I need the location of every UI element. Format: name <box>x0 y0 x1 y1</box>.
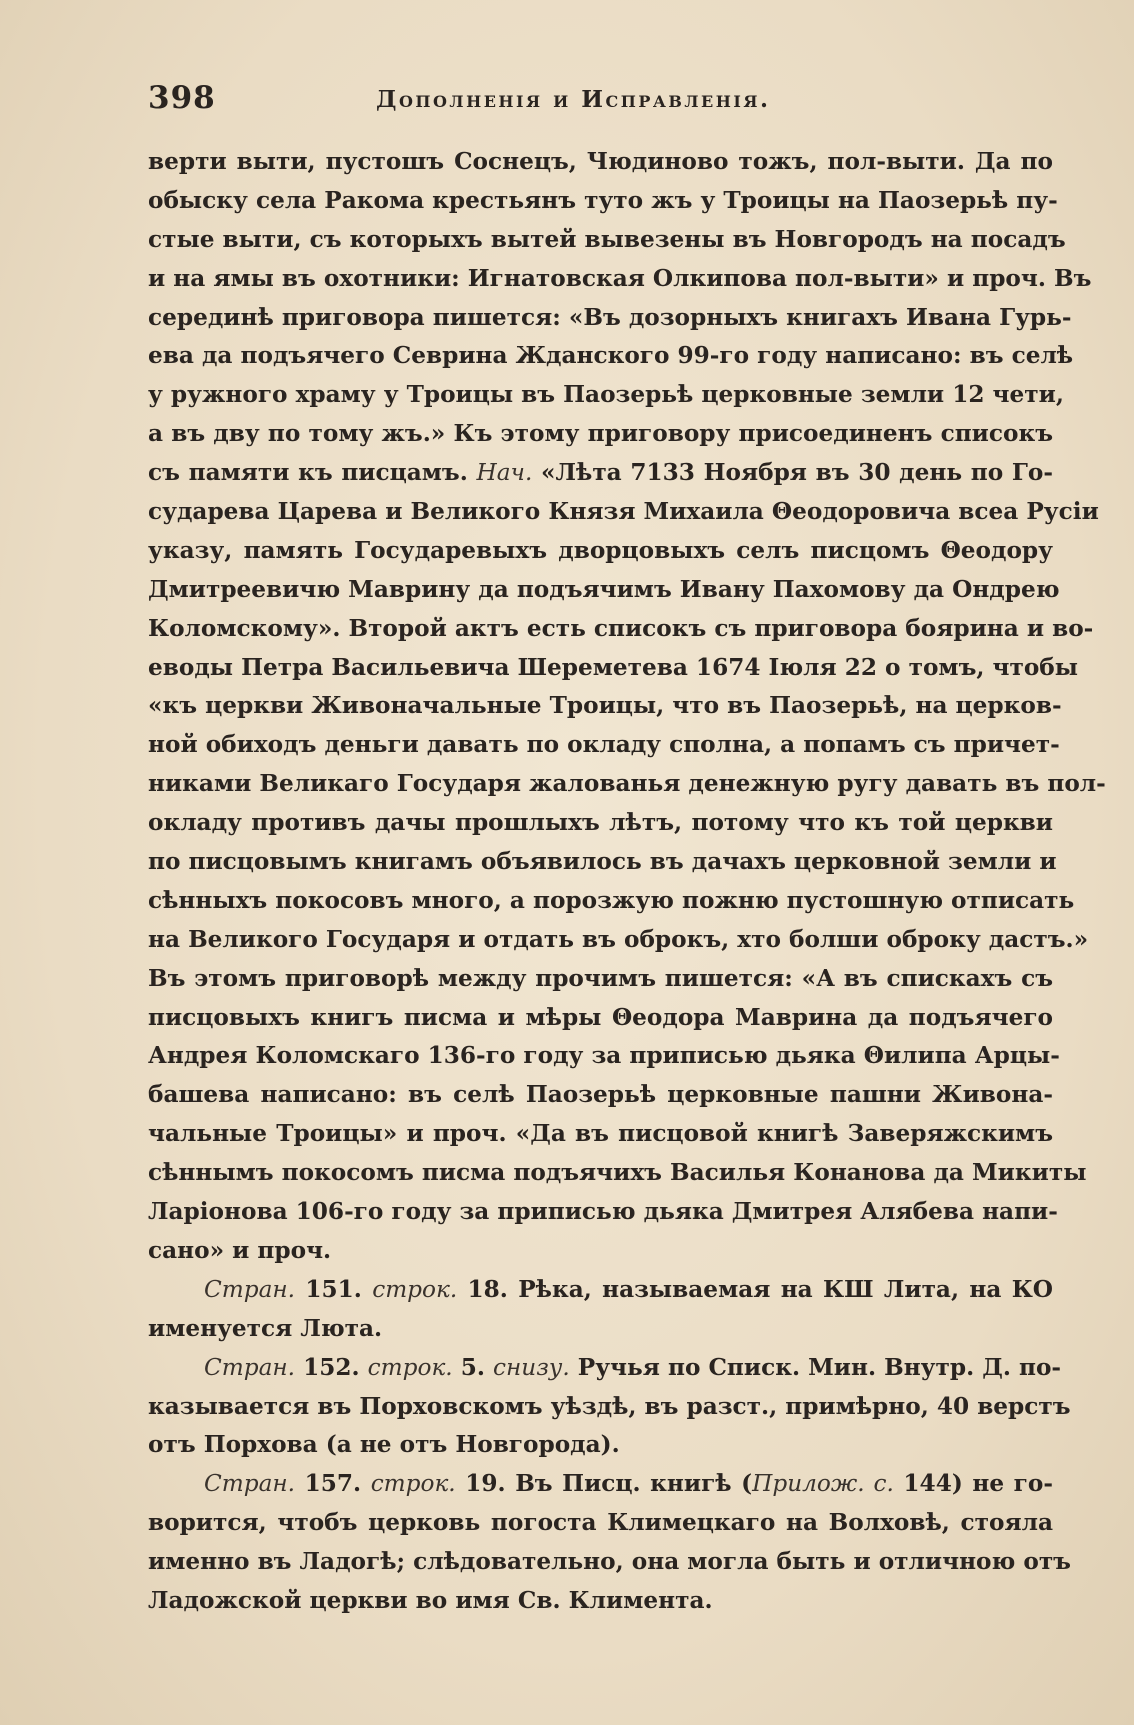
correction-entry-151 <box>148 1271 1053 1310</box>
text-line: сѣнныхъ покосовъ много, а порозжую пожню пустошную отписать <box>148 886 1075 914</box>
text-line: Въ этомъ приговорѣ между прочимъ пишется: «А въ спискахъ съ <box>148 964 1053 992</box>
text-segment: Рѣка, называемая на КШ Лита, на КО <box>518 1275 1053 1303</box>
text-line: а въ дву по тому жъ.» Къ этому приговору присоединенъ списокъ <box>148 420 1053 448</box>
ref-label: Стран. <box>204 1470 296 1498</box>
correction-entry-152 <box>148 1349 1062 1388</box>
text-line: сано» и проч. <box>148 1236 332 1264</box>
text-line: ворится, чтобъ церковь погоста Климецкаго на Волховѣ, стояла <box>148 1509 1053 1537</box>
page-number: 398 <box>148 80 216 116</box>
body-text <box>148 143 1106 1621</box>
text-line: серединѣ приговора пишется: «Въ дозорныхъ книгахъ Ивана Гурь- <box>148 303 1072 331</box>
page-header <box>148 80 1048 120</box>
text-line: именуется Люта. <box>148 1314 383 1342</box>
text-line: сударева Царева и Великого Князя Михаила Θеодоровича всеа Русіи <box>148 498 1099 526</box>
text-segment: Ручья по Списк. Мин. Внутр. Д. по- <box>569 1353 1062 1381</box>
text-segment: «Лѣта 7133 Ноября въ 30 день по Го- <box>532 459 1053 487</box>
prilozh-label: Прилож. с. <box>752 1470 894 1498</box>
text-line: именно въ Ладогѣ; слѣдовательно, она могла быть и отличною отъ <box>148 1548 1071 1576</box>
text-line: у ружного храму у Троицы въ Паозерьѣ церковные земли 12 чети, <box>148 381 1064 409</box>
nach-label: Нач. <box>476 459 533 487</box>
text-line: казывается въ Порховскомъ уѣздѣ, въ разст., примѣрно, 40 верстъ <box>148 1392 1071 1420</box>
ref-page: 157. <box>295 1470 371 1498</box>
text-segment: 144) не го- <box>893 1470 1053 1498</box>
correction-entry-157 <box>148 1465 1053 1504</box>
text-line: обыску села Ракома крестьянъ туто жъ у Троицы на Паозерьѣ пу- <box>148 186 1058 214</box>
text-segment: съ памяти къ писцамъ. <box>148 459 477 487</box>
ref-label: Стран. <box>204 1275 296 1303</box>
text-line: указу, память Государевыхъ дворцовыхъ селъ писцомъ Θеодору <box>148 536 1053 564</box>
line-label: строк. <box>372 1275 458 1303</box>
text-line: ной обиходъ деньги давать по окладу сполна, а попамъ съ причет- <box>148 731 1060 759</box>
text-line: верти выти, пустошъ Соснецъ, Чюдиново тожъ, пол-выти. Да по <box>148 148 1053 175</box>
text-line: башева написано: въ селѣ Паозерьѣ церковные пашни Живона- <box>148 1081 1053 1109</box>
text-line: и на ямы въ охотники: Игнатовская Олкипова пол-выти» и проч. Въ <box>148 264 1092 292</box>
text-line: ева да подъячего Севрина Жданского 99-го году написано: въ селѣ <box>148 342 1074 370</box>
text-line: чальные Троицы» и проч. «Да въ писцовой книгѣ Заверяжскимъ <box>148 1120 1053 1148</box>
ref-page: 151. <box>295 1275 373 1303</box>
text-line: писцовыхъ книгъ писма и мѣры Θеодора Маврина да подъячего <box>148 1003 1053 1031</box>
text-line: Ларіонова 106-го году за приписью дьяка Дмитрея Алябева напи- <box>148 1198 1058 1226</box>
text-line: стые выти, съ которыхъ вытей вывезены въ Новгородъ на посадъ <box>148 225 1066 253</box>
text-line: еводы Петра Васильевича Шереметева 1674 Іюля 22 о томъ, чтобы <box>148 653 1079 681</box>
text-line: никами Великаго Государя жалованья денежную ругу давать въ пол- <box>148 770 1106 798</box>
text-line: Коломскому». Второй актъ есть списокъ съ приговора боярина и во- <box>148 614 1094 642</box>
from-below-label: снизу. <box>493 1353 570 1381</box>
text-line: по писцовымъ книгамъ объявилось въ дачахъ церковной земли и <box>148 848 1057 876</box>
line-label: строк. <box>367 1353 453 1381</box>
text-line: «къ церкви Живоначальные Троицы, что въ Паозерьѣ, на церков- <box>148 692 1062 720</box>
line-number: 18. <box>457 1275 519 1303</box>
ref-label: Стран. <box>204 1353 296 1381</box>
running-title: Дополненія и Исправленія. <box>376 86 771 113</box>
line-number: 19. <box>455 1470 516 1498</box>
text-line-with-nach <box>148 454 1053 493</box>
text-line: Дмитреевичю Маврину да подъячимъ Ивану Пахомову да Ондрею <box>148 575 1060 603</box>
line-label: строк. <box>370 1470 456 1498</box>
ref-page: 152. <box>295 1353 368 1381</box>
text-line: Ладожской церкви во имя Св. Климента. <box>148 1586 713 1614</box>
text-line: Андрея Коломскаго 136-го году за приписью дьяка Θилипа Арцы- <box>148 1042 1060 1070</box>
line-number: 5. <box>452 1353 494 1381</box>
text-line: сѣннымъ покосомъ писма подъячихъ Василья Конанова да Микиты <box>148 1159 1087 1187</box>
text-line: отъ Порхова (а не отъ Новгорода). <box>148 1431 620 1459</box>
text-segment: Въ Писц. книгѣ ( <box>515 1470 753 1498</box>
text-line: на Великого Государя и отдать въ оброкъ, хто болши оброку дастъ.» <box>148 925 1089 953</box>
text-line: окладу противъ дачы прошлыхъ лѣтъ, потому что къ той церкви <box>148 809 1053 837</box>
